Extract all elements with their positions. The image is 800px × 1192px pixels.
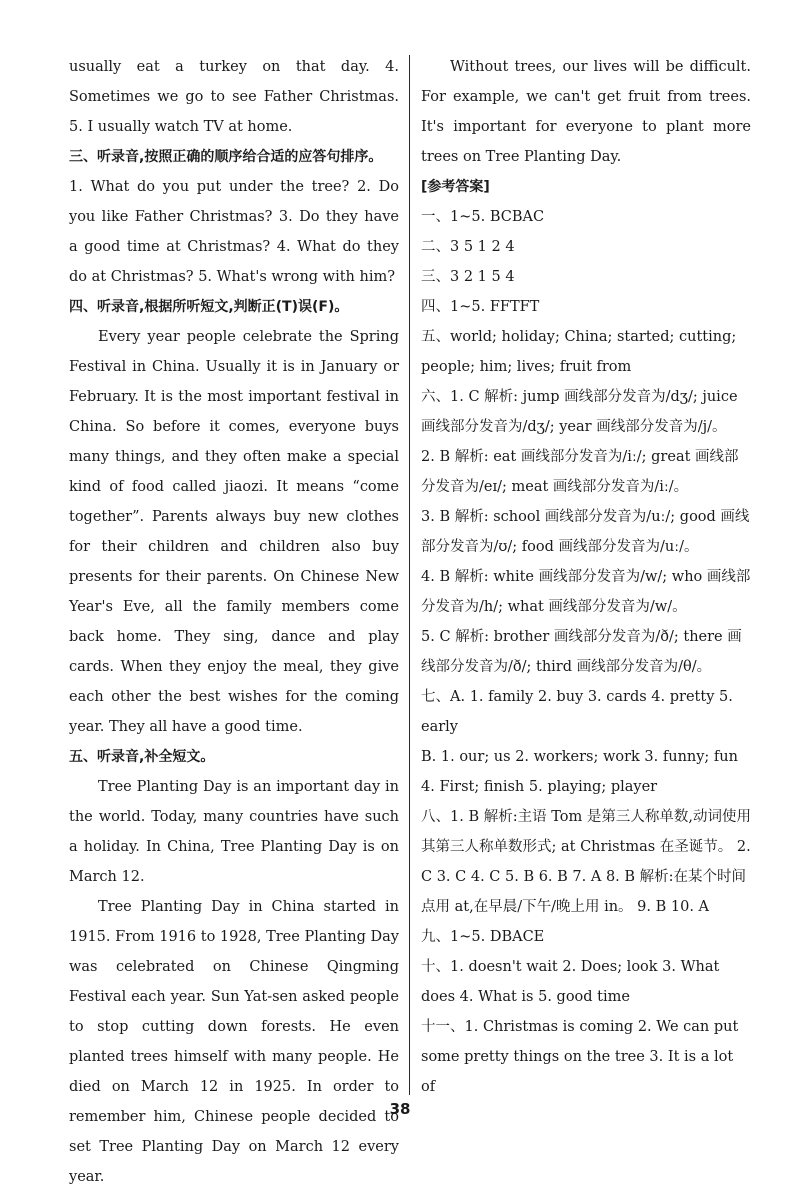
section-4-heading: 四、听录音,根据所听短文,判断正(T)误(F)。 bbox=[69, 299, 349, 315]
answer-7a: 七、A. 1. family 2. buy 3. cards 4. pretty 5. early bbox=[421, 689, 733, 735]
answer-1: 一、1~5. BCBAC bbox=[421, 209, 545, 225]
section-3-heading: 三、听录音,按照正确的顺序给合适的应答句排序。 bbox=[69, 149, 383, 165]
column-divider bbox=[409, 55, 410, 1095]
answer-8: 八、1. B 解析:主语 Tom 是第三人称单数,动词使用其第三人称单数形式; at Christmas 在圣诞节。 2. C 3. C 4. C 5. B 6. B 7. A 8. B 解析:在某个时间点用 at,在早晨/下午/晚上用 in。 9. B 10. A bbox=[421, 809, 751, 915]
answer-key-heading: [参考答案] bbox=[421, 179, 490, 195]
section-5-paragraph-1: Tree Planting Day is an important day in the world. Today, many countries have such a holiday. In China, Tree Planting Day is on March 12. bbox=[69, 779, 399, 885]
section-3-script: 1. What do you put under the tree? 2. Do you like Father Christmas? 3. Do they have a good time at Christmas? 4. What do they do at Christmas? 5. What's wrong with him? bbox=[69, 179, 399, 285]
answer-11: 十一、1. Christmas is coming 2. We can put some pretty things on the tree 3. It is a lot of bbox=[421, 1019, 739, 1095]
section-5-paragraph-2: Tree Planting Day in China started in 1915. From 1916 to 1928, Tree Planting Day was celebrated on Chinese Qingming Festival each year. Sun Yat-sen asked people to stop cutting down forests. He even planted trees himself with many people. He died on March 12 in 1925. In order to remember him, Chinese people decided to set Tree Planting Day on March 12 every year. bbox=[69, 899, 399, 1185]
answer-9: 九、1~5. DBACE bbox=[421, 929, 545, 945]
answer-6-3: 3. B 解析: school 画线部分发音为/uː/; good 画线部分发音为/ʊ/; food 画线部分发音为/uː/。 bbox=[421, 509, 750, 555]
section-5-heading: 五、听录音,补全短文。 bbox=[69, 749, 215, 765]
right-column bbox=[421, 52, 751, 1102]
section-4-passage: Every year people celebrate the Spring Festival in China. Usually it is in January or February. It is the most important festival in China. So before it comes, everyone buys many things, and they often make a special kind of food called jiaozi. It means “come together”. Parents always buy new clothes for their children and children also buy presents for their parents. On Chinese New Year's Eve, all the family members come back home. They sing, dance and play cards. When they enjoy the meal, they give each other the best wishes for the coming year. They all have a good time. bbox=[69, 329, 399, 735]
answer-10: 十、1. doesn't wait 2. Does; look 3. What does 4. What is 5. good time bbox=[421, 959, 720, 1005]
answer-6-2: 2. B 解析: eat 画线部分发音为/iː/; great 画线部分发音为/eɪ/; meat 画线部分发音为/iː/。 bbox=[421, 449, 739, 495]
answer-6-4: 4. B 解析: white 画线部分发音为/w/; who 画线部分发音为/h/; what 画线部分发音为/w/。 bbox=[421, 569, 751, 615]
left-column bbox=[69, 52, 399, 1192]
answer-5: 五、world; holiday; China; started; cutting; people; him; lives; fruit from bbox=[421, 329, 737, 375]
answer-4: 四、1~5. FFTFT bbox=[421, 299, 540, 315]
answer-3: 三、3 2 1 5 4 bbox=[421, 269, 515, 285]
page-number: 38 bbox=[389, 1100, 411, 1118]
section-5-paragraph-3: Without trees, our lives will be difficult. For example, we can't get fruit from trees. It's important for everyone to plant more trees on Tree Planting Day. bbox=[421, 59, 751, 165]
answer-6-5: 5. C 解析: brother 画线部分发音为/ð/; there 画线部分发音为/ð/; third 画线部分发音为/θ/。 bbox=[421, 629, 742, 675]
listening-text-continued: usually eat a turkey on that day. 4. Sometimes we go to see Father Christmas. 5. I usually watch TV at home. bbox=[69, 59, 399, 135]
answer-7b: B. 1. our; us 2. workers; work 3. funny; fun 4. First; finish 5. playing; player bbox=[421, 749, 738, 795]
answer-2: 二、3 5 1 2 4 bbox=[421, 239, 515, 255]
answer-6-1: 六、1. C 解析: jump 画线部分发音为/dʒ/; juice 画线部分发音为/dʒ/; year 画线部分发音为/j/。 bbox=[421, 389, 738, 435]
